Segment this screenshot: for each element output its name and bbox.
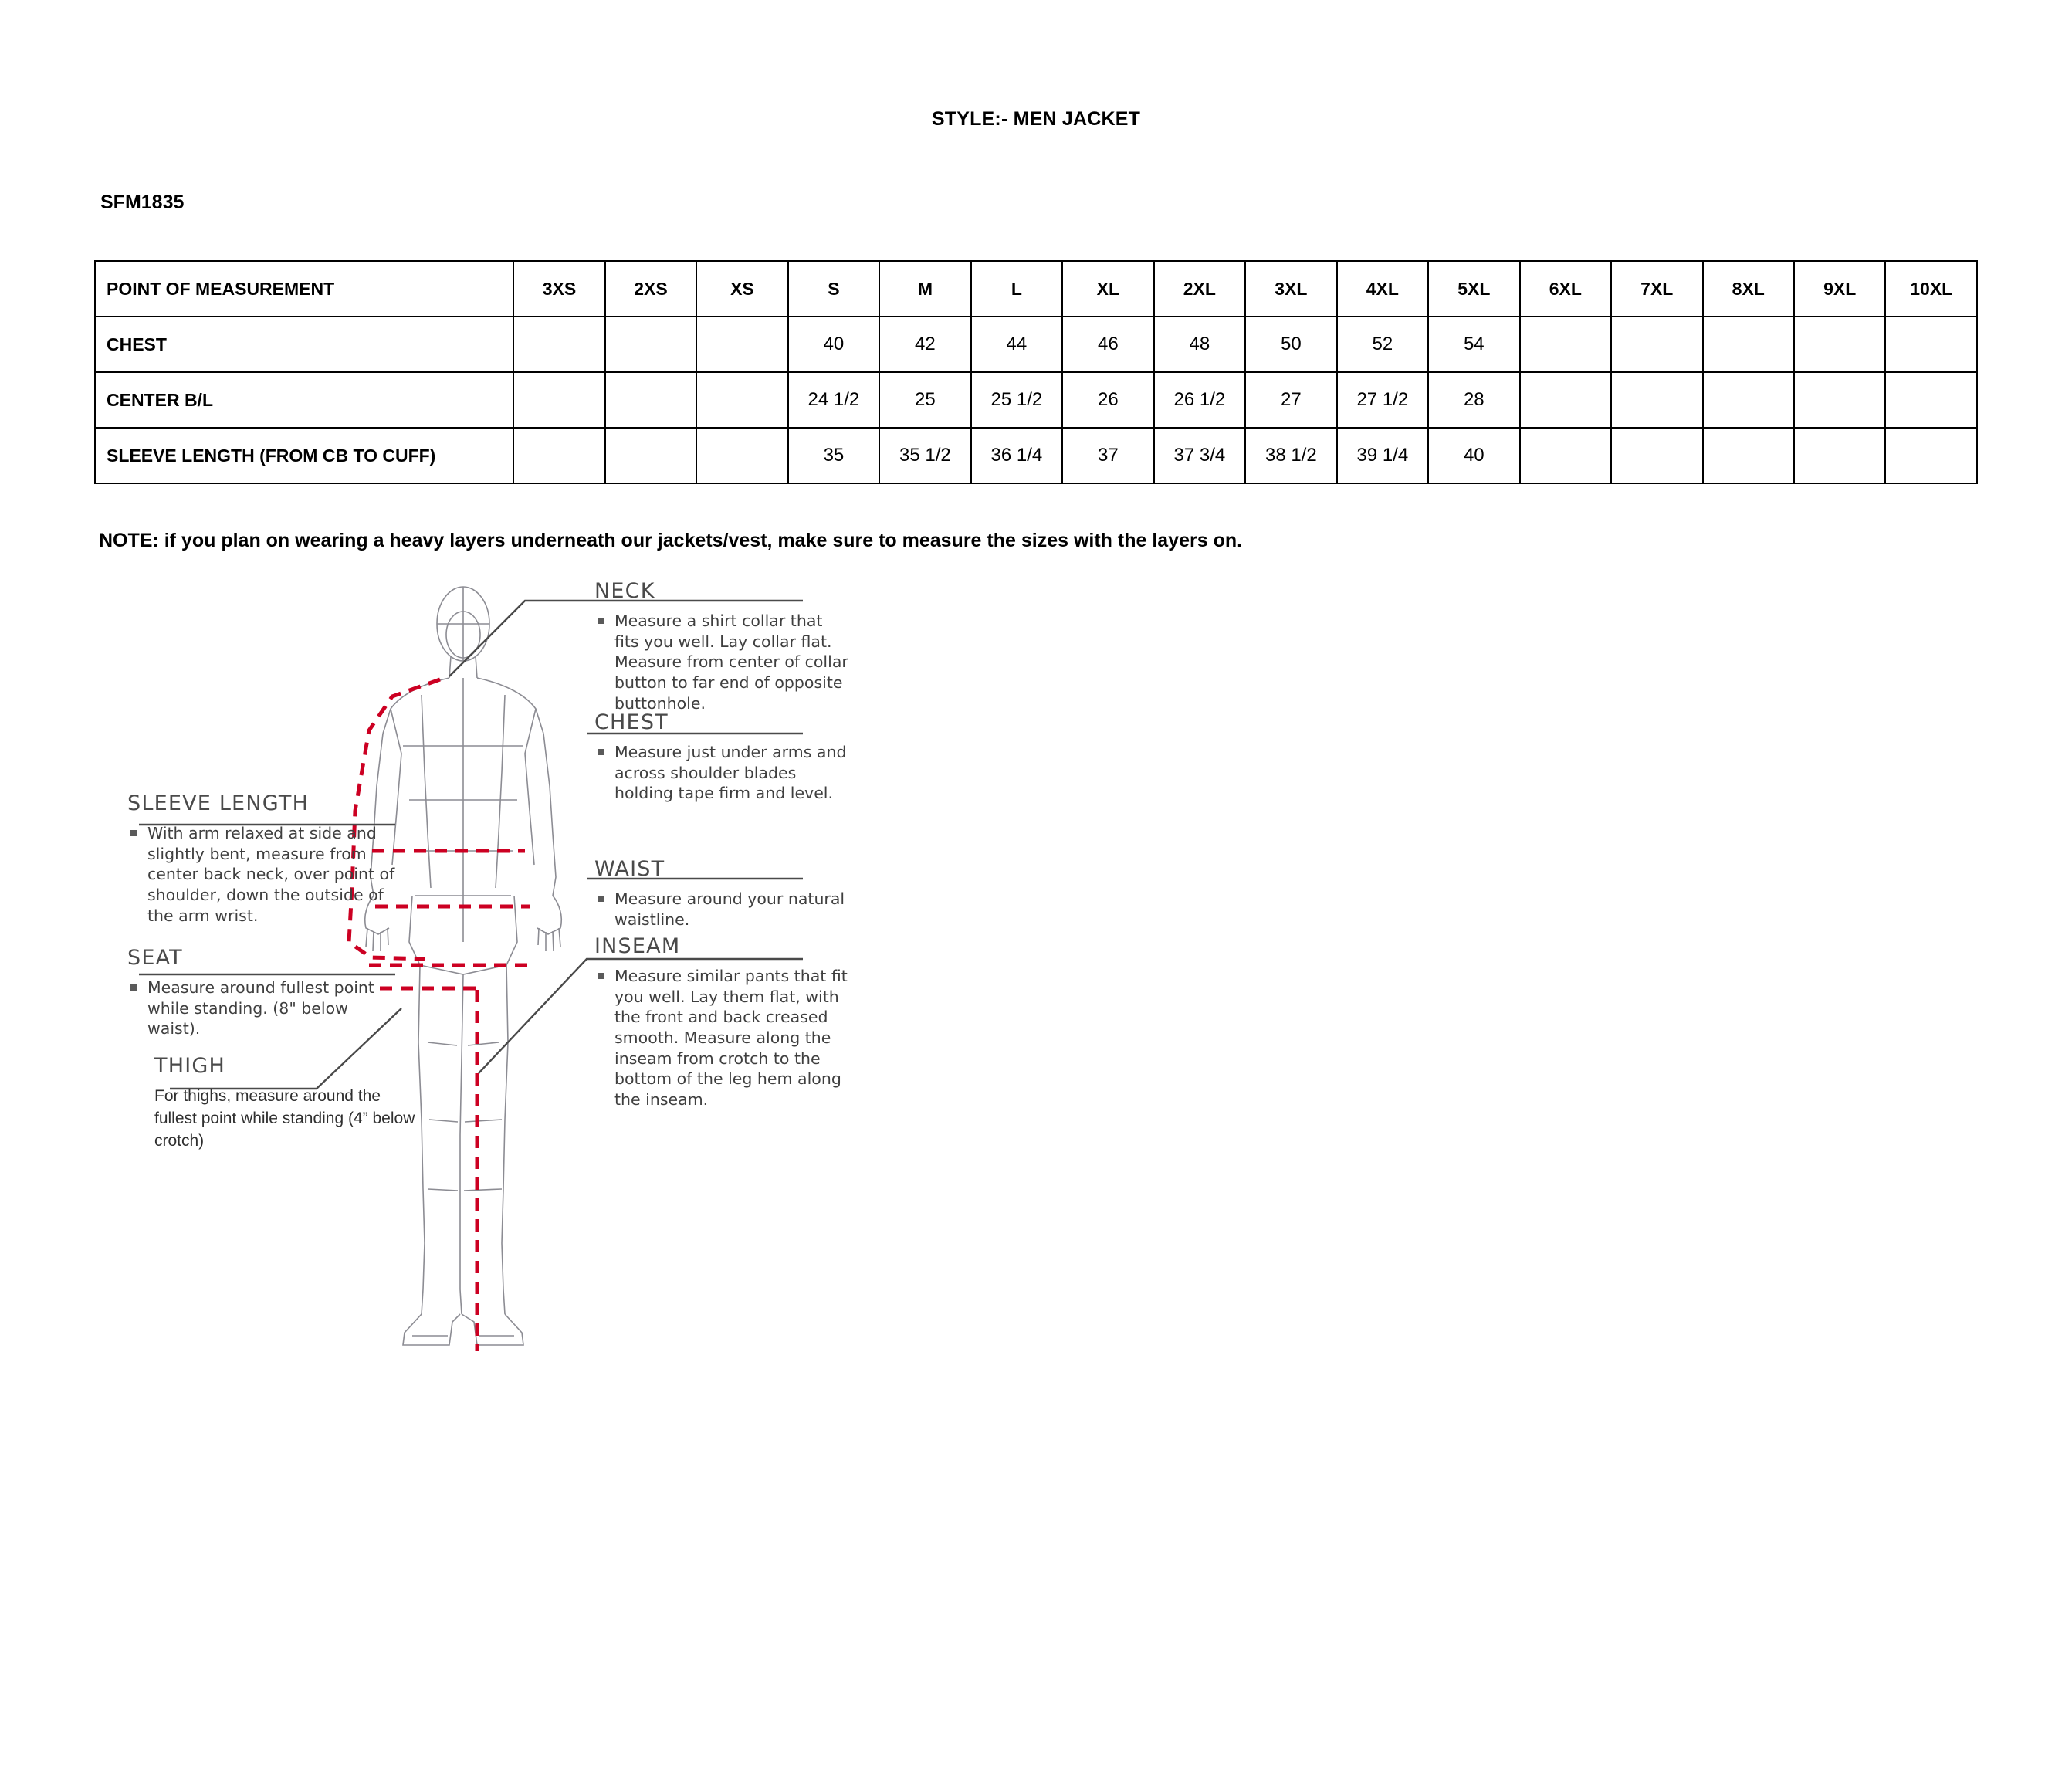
cell-sleeve-6xl bbox=[1520, 428, 1611, 483]
measurement-note: NOTE: if you plan on wearing a heavy layers underneath our jackets/vest, make sure to measure the sizes with the layers on. bbox=[99, 530, 1243, 551]
column-header-6xl: 6XL bbox=[1520, 261, 1611, 317]
cell-chest-xl: 46 bbox=[1062, 317, 1153, 372]
column-header-l: L bbox=[971, 261, 1062, 317]
cell-chest-6xl bbox=[1520, 317, 1611, 372]
column-header-5xl: 5XL bbox=[1428, 261, 1519, 317]
cell-centerbl-l: 25 1/2 bbox=[971, 372, 1062, 428]
cell-sleeve-s: 35 bbox=[788, 428, 879, 483]
neck-callout bbox=[594, 579, 849, 713]
cell-centerbl-xs bbox=[696, 372, 787, 428]
seat-title: SEAT bbox=[127, 946, 183, 970]
cell-chest-m: 42 bbox=[879, 317, 970, 372]
cell-sleeve-3xs bbox=[513, 428, 604, 483]
cell-centerbl-6xl bbox=[1520, 372, 1611, 428]
thigh-title: THIGH bbox=[154, 1054, 225, 1078]
column-header-3xs: 3XS bbox=[513, 261, 604, 317]
table-header-row bbox=[95, 261, 1977, 317]
cell-sleeve-2xs bbox=[605, 428, 696, 483]
cell-centerbl-3xs bbox=[513, 372, 604, 428]
cell-centerbl-2xl: 26 1/2 bbox=[1154, 372, 1245, 428]
cell-sleeve-9xl bbox=[1794, 428, 1885, 483]
thigh-callout bbox=[154, 1054, 417, 1153]
cell-chest-2xl: 48 bbox=[1154, 317, 1245, 372]
cell-chest-10xl bbox=[1885, 317, 1977, 372]
cell-sleeve-7xl bbox=[1611, 428, 1702, 483]
thigh-text: For thighs, measure around the fullest point while standing (4” below crotch) bbox=[154, 1087, 415, 1150]
sleeve-length-title: SLEEVE LENGTH bbox=[127, 791, 310, 815]
column-header-xl: XL bbox=[1062, 261, 1153, 317]
chest-text: Measure just under arms and across shoulder blades holding tape firm and level. bbox=[594, 742, 857, 804]
cell-chest-s: 40 bbox=[788, 317, 879, 372]
seat-callout bbox=[127, 946, 390, 1039]
inseam-text: Measure similar pants that fit you well. Lay them flat, with the front and back creased smooth. Measure along the inseam from crotch to the bottom of the leg hem along the inseam. bbox=[594, 966, 857, 1110]
cell-chest-3xs bbox=[513, 317, 604, 372]
row-label-chest: CHEST bbox=[95, 317, 513, 372]
neck-title: NECK bbox=[594, 579, 655, 603]
column-header-7xl: 7XL bbox=[1611, 261, 1702, 317]
cell-centerbl-7xl bbox=[1611, 372, 1702, 428]
column-header-10xl: 10XL bbox=[1885, 261, 1977, 317]
cell-centerbl-8xl bbox=[1703, 372, 1794, 428]
cell-sleeve-xs bbox=[696, 428, 787, 483]
size-table bbox=[94, 260, 1978, 484]
cell-sleeve-xl: 37 bbox=[1062, 428, 1153, 483]
cell-sleeve-10xl bbox=[1885, 428, 1977, 483]
cell-centerbl-4xl: 27 1/2 bbox=[1337, 372, 1428, 428]
cell-sleeve-8xl bbox=[1703, 428, 1794, 483]
seat-text: Measure around fullest point while standing. (8" below waist). bbox=[127, 977, 390, 1039]
column-header-4xl: 4XL bbox=[1337, 261, 1428, 317]
inseam-title: INSEAM bbox=[594, 934, 681, 958]
cell-chest-3xl: 50 bbox=[1245, 317, 1336, 372]
cell-centerbl-5xl: 28 bbox=[1428, 372, 1519, 428]
column-header-xs: XS bbox=[696, 261, 787, 317]
cell-centerbl-s: 24 1/2 bbox=[788, 372, 879, 428]
cell-sleeve-m: 35 1/2 bbox=[879, 428, 970, 483]
cell-chest-xs bbox=[696, 317, 787, 372]
waist-callout bbox=[594, 857, 849, 930]
cell-sleeve-l: 36 1/4 bbox=[971, 428, 1062, 483]
size-table-container bbox=[94, 260, 1978, 484]
cell-centerbl-9xl bbox=[1794, 372, 1885, 428]
page-title: STYLE:- MEN JACKET bbox=[931, 108, 1141, 130]
cell-chest-l: 44 bbox=[971, 317, 1062, 372]
cell-sleeve-4xl: 39 1/4 bbox=[1337, 428, 1428, 483]
cell-sleeve-5xl: 40 bbox=[1428, 428, 1519, 483]
sleeve-length-text: With arm relaxed at side and slightly bent, measure from center back neck, over point of shoulder, down the outside of the arm wrist. bbox=[127, 823, 405, 926]
column-header-9xl: 9XL bbox=[1794, 261, 1885, 317]
waist-title: WAIST bbox=[594, 857, 665, 881]
measurement-diagram bbox=[93, 579, 1019, 1405]
table-row bbox=[95, 317, 1977, 372]
cell-chest-4xl: 52 bbox=[1337, 317, 1428, 372]
table-row bbox=[95, 428, 1977, 483]
inseam-callout bbox=[594, 934, 857, 1110]
cell-centerbl-m: 25 bbox=[879, 372, 970, 428]
cell-chest-9xl bbox=[1794, 317, 1885, 372]
column-header-point-of-measurement: POINT OF MEASUREMENT bbox=[95, 261, 513, 317]
column-header-2xs: 2XS bbox=[605, 261, 696, 317]
cell-sleeve-3xl: 38 1/2 bbox=[1245, 428, 1336, 483]
cell-chest-2xs bbox=[605, 317, 696, 372]
cell-sleeve-2xl: 37 3/4 bbox=[1154, 428, 1245, 483]
neck-text: Measure a shirt collar that fits you well. Lay collar flat. Measure from center of collar button to far end of opposite buttonhole. bbox=[594, 611, 849, 713]
cell-centerbl-3xl: 27 bbox=[1245, 372, 1336, 428]
cell-centerbl-10xl bbox=[1885, 372, 1977, 428]
style-code: SFM1835 bbox=[100, 191, 185, 213]
row-label-center-bl: CENTER B/L bbox=[95, 372, 513, 428]
column-header-3xl: 3XL bbox=[1245, 261, 1336, 317]
table-row bbox=[95, 372, 1977, 428]
column-header-m: M bbox=[879, 261, 970, 317]
cell-chest-7xl bbox=[1611, 317, 1702, 372]
waist-text: Measure around your natural waistline. bbox=[594, 889, 849, 930]
column-header-2xl: 2XL bbox=[1154, 261, 1245, 317]
chest-title: CHEST bbox=[594, 710, 669, 734]
row-label-sleeve-length: SLEEVE LENGTH (FROM CB TO CUFF) bbox=[95, 428, 513, 483]
cell-centerbl-2xs bbox=[605, 372, 696, 428]
column-header-8xl: 8XL bbox=[1703, 261, 1794, 317]
cell-chest-5xl: 54 bbox=[1428, 317, 1519, 372]
chest-callout bbox=[594, 710, 857, 804]
cell-centerbl-xl: 26 bbox=[1062, 372, 1153, 428]
sleeve-length-callout bbox=[127, 791, 405, 926]
column-header-s: S bbox=[788, 261, 879, 317]
cell-chest-8xl bbox=[1703, 317, 1794, 372]
